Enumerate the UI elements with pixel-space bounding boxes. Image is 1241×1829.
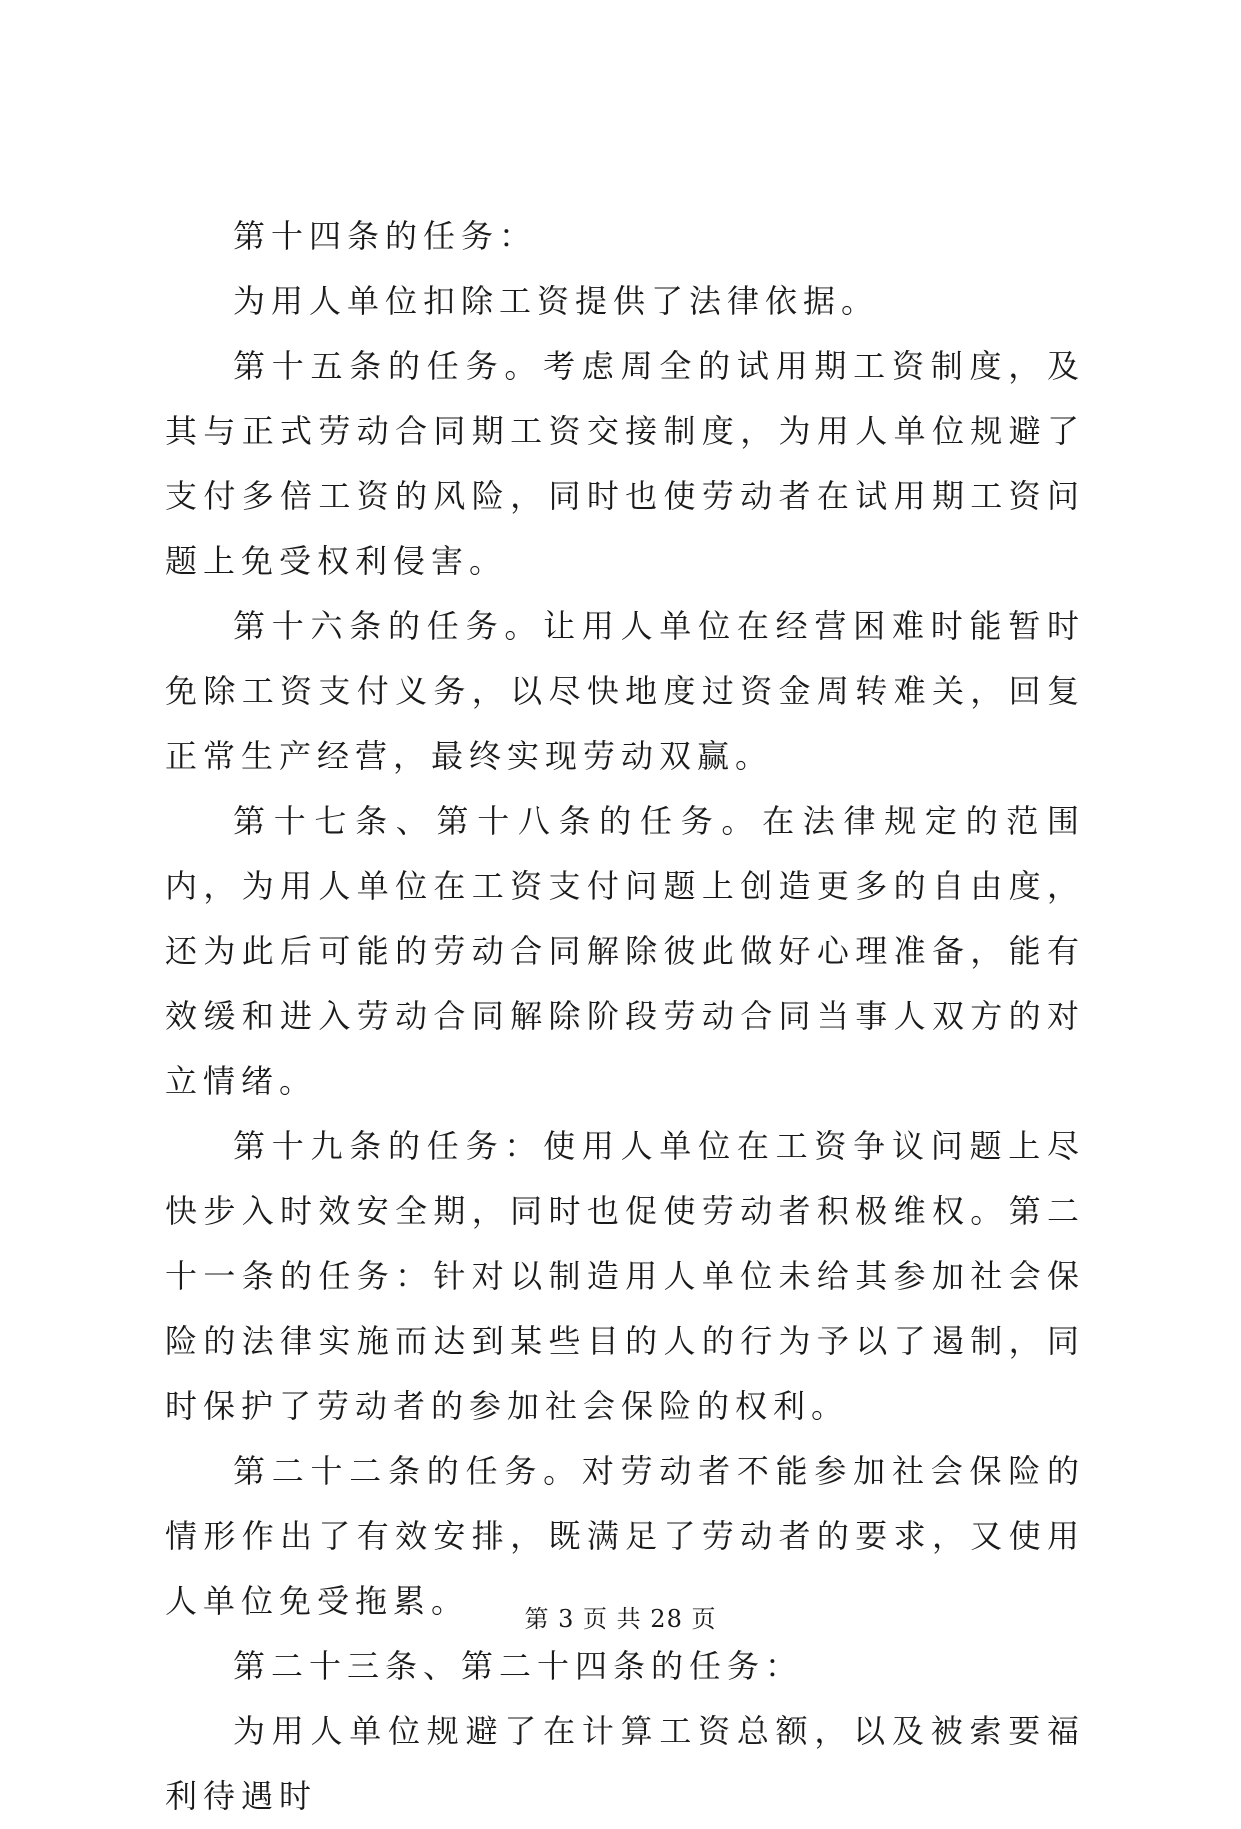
paragraph-6: 第十九条的任务：使用人单位在工资争议问题上尽快步入时效安全期，同时也促使劳动者积极维权。第二十一条的任务：针对以制造用人单位未给其参加社会保险的法律实施而达到某些目的人的行为予以了遏制，同时保护了劳动者的参加社会保险的权利。 — [165, 1127, 1085, 1425]
page-number-label: 第 3 页 共 28 页 — [524, 1605, 717, 1633]
paragraph-4: 第十六条的任务。让用人单位在经营困难时能暂时免除工资支付义务，以尽快地度过资金周转难关，回复正常生产经营，最终实现劳动双赢。 — [165, 607, 1085, 775]
paragraph-7: 第二十二条的任务。对劳动者不能参加社会保险的情形作出了有效安排，既满足了劳动者的要求，又使用人单位免受拖累。 — [165, 1452, 1085, 1620]
paragraph-9: 为用人单位规避了在计算工资总额，以及被索要福利待遇时 — [165, 1712, 1085, 1815]
page-footer — [0, 1604, 1241, 1634]
paragraph-1: 第十四条的任务： — [233, 217, 538, 255]
paragraph-3: 第十五条的任务。考虑周全的试用期工资制度，及其与正式劳动合同期工资交接制度，为用人单位规避了支付多倍工资的风险，同时也使劳动者在试用期工资问题上免受权利侵害。 — [165, 347, 1085, 580]
paragraph-5: 第十七条、第十八条的任务。在法律规定的范围内，为用人单位在工资支付问题上创造更多的自由度，还为此后可能的劳动合同解除彼此做好心理准备，能有效缓和进入劳动合同解除阶段劳动合同当事人双方的对立情绪。 — [165, 802, 1085, 1100]
document-body — [165, 204, 1085, 1829]
paragraph-2: 为用人单位扣除工资提供了法律依据。 — [233, 282, 880, 320]
paragraph-8: 第二十三条、第二十四条的任务： — [233, 1647, 804, 1685]
